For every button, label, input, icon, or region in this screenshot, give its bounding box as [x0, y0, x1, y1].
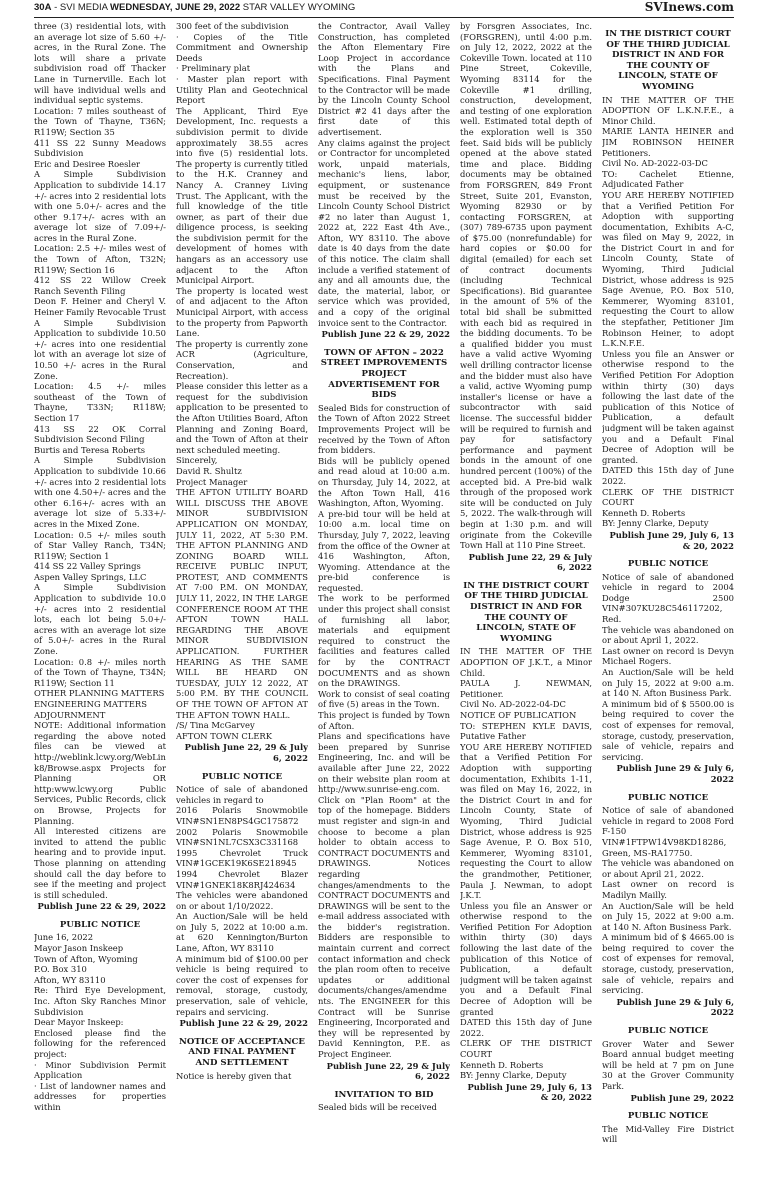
columns [34, 21, 734, 1187]
notice-text: NOTE: Additional information regarding the above noted files can be viewed at http://weblink.lcwy.org/WebLink8/Browse.aspx Projects for Planning OR http:www.lcwy.org Public Services, Public Records, click on Browse, Projects for Planning. [34, 720, 166, 826]
notice-text: Work to consist of seal coating of five (5) areas in the Town. [318, 688, 450, 710]
notice-text: MARIE LANTA HEINER and JIM ROBINSON HEINER Petitioners. [602, 126, 734, 158]
publish-dates: Publish June 29, July 6, 13 & 20, 2022 [467, 1081, 592, 1103]
notice-text: A Simple Subdivision Application to subdivide 14.17 +/- acres into 2 residential lots with one 5.0+/- acres and the other 9.17+/- acres with an average lot size of 7.09+/- acres in the Rural Zone. [34, 169, 166, 243]
notice-heading: PUBLIC NOTICE [59, 919, 141, 930]
notice-text: Location: 4.5 +/- miles southeast of the Town of Thayne, T33N; R118W; Section 17 [34, 381, 166, 423]
notice-heading: IN THE DISTRICT COURT OF THE THIRD JUDICIAL DISTRICT IN AND FOR THE COUNTY OF LINCOLN, STATE OF WYOMING [605, 29, 731, 92]
notice-text: 414 SS 22 Valley Springs [34, 561, 141, 572]
publish-dates: Publish June 29 & July 6, 2022 [616, 763, 734, 784]
column-1 [34, 21, 166, 1187]
notice-text: Project Manager [176, 476, 248, 487]
column-4 [460, 21, 592, 1187]
notice-text: Location: 2.5 +/- miles west of the Town of Afton, T32N; R119W; Section 16 [34, 243, 166, 275]
notice-text: An Auction/Sale will be held on July 15, 2022 at 9:00 a.m. at 140 N. Afton Business Park. [602, 900, 734, 932]
notice-text: BY: Jenny Clarke, Deputy [602, 518, 709, 529]
notice-text: Notice of sale of abandoned vehicles in regard to [176, 784, 308, 805]
notice-text: An Auction/Sale will be held on July 15, 2022 at 9:00 a.m. at 140 N. Afton Business Park. [602, 667, 734, 699]
notice-text: Re: Third Eye Development, Inc. Afton Sky Ranches Minor Subdivision [34, 985, 166, 1017]
notice-text: Sincerely, [176, 455, 218, 466]
notice-text: Last owner on record is Devyn Michael Rogers. [602, 645, 734, 667]
notice-heading: PUBLIC NOTICE [627, 559, 709, 570]
notice-text: IN THE MATTER OF THE ADOPTION OF L.K.N.F.E., a Minor Child. [602, 94, 734, 126]
notice-heading: PUBLIC NOTICE [201, 771, 283, 782]
notice-text: Any claims against the project or Contractor for uncompleted work, unpaid materials, mechanic's liens, labor, equipment, or sustenance must be received by the Lincoln County School District #2 no later than August 1, 2022 at, 222 East 4th Ave., Afton, WY 83110. The above date is 40 days from the date of this notice. The claim shall include a verified statement of any and all amounts due, the date, the material, labor, or service which was provided, and a copy of the original invoice sent to the Contractor. [318, 137, 450, 328]
publish-dates: Publish June 22, 29 & July 6, 2022 [326, 1060, 450, 1082]
notice-text: Sealed bids will be received [318, 1102, 437, 1113]
publish-dates: Publish June 29, 2022 [630, 1092, 734, 1103]
notice-text: A Simple Subdivision Application to subdivide 10.66 +/- acres into 2 residential lots with one 4.50+/- acres and the other 6.16+/- acres with an average lot size of 5.33+/- acres in the Mixed Zone. [34, 455, 166, 529]
notice-text: OTHER PLANNING MATTERS [34, 688, 165, 699]
publication-name: SVI MEDIA [59, 2, 108, 13]
notice-heading: PUBLIC NOTICE [627, 1026, 709, 1037]
notice-text: · Copies of the Title Commitment and Ownership Deeds [176, 31, 308, 63]
notice-heading: IN THE DISTRICT COURT OF THE THIRD JUDICIAL DISTRICT IN AND FOR THE COUNTY OF LINCOLN, STATE OF WYOMING [463, 580, 589, 644]
notice-text: This project is funded by Town of Afton. [318, 710, 450, 731]
notice-text: BY: Jenny Clarke, Deputy [460, 1070, 567, 1081]
notice-text: The Applicant, Third Eye Development, Inc. requests a subdivision permit to divide approximately 38.55 acres into five (5) residential lots. The property is currently titled to the H.K. Cranney and Nancy A. Cranney Living Trust. The Applicant, with the full knowledge of the title owner, as part of their due diligence process, is seeking the subdivision permit for the development of homes with hangars as an accessory use adjacent to the Afton Municipal Airport. [176, 105, 308, 286]
notice-text: Civil No. AD-2022-04-DC [460, 699, 566, 710]
notice-text: Sealed Bids for construction of the Town of Afton 2022 Street Improvements Project will be received by the Town of Afton from bidders. [318, 402, 450, 456]
notice-text: Location: 7 miles southeast of the Town of Thayne, T36N; R119W; Section 35 [34, 105, 166, 137]
notice-text: YOU ARE HEREBY NOTIFIED that a Verified Petition For Adoption with supporting documentation, Exhibits A-C, was filed on May 9, 2022, in the District Court in and for Lincoln County, State of Wyoming, Third Judicial District, whose address is 925 Sage Avenue, P.O. Box 510, Kemmerer, Wyoming 83101, requesting the Court to allow the stepfather, Petitioner Jim Robinson Heiner, to adopt L.K.N.F.E. [602, 189, 734, 349]
notice-text: 300 feet of the subdivision [176, 21, 289, 31]
notice-text: · List of landowner names and addresses for properties within [34, 1080, 166, 1112]
notice-text: AFTON TOWN CLERK [176, 730, 272, 741]
notice-text: A Simple Subdivision Application to subdivide 10.0 +/- acres into 2 residential lots, each lot being 5.0+/- acres with an average lot size of 5.0+/- acres in the Rural Zone. [34, 582, 166, 657]
issue-date: WEDNESDAY, JUNE 29, 2022 [110, 2, 241, 13]
notice-text: Dear Mayor Inskeep: [34, 1017, 124, 1028]
notice-text: P.O. Box 310 [34, 964, 87, 975]
notice-text: YOU ARE HEREBY NOTIFIED that a Verified Petition For Adoption with supporting documentation, Exhibits 1-11, was filed on May 16, 2022, in the District Court in and for Lincoln County, State of Wyoming, Third Judicial District, whose address is 925 Sage Avenue, P. O. Box 510, Kemmerer, Wyoming 83101, requesting the Court to allow the grandmother, Petitioner, Paula J. Newman, to adopt J.K.T. [460, 741, 592, 901]
notice-text: 411 SS 22 Sunny Meadows Subdivision [34, 137, 166, 159]
notice-text: Civil No. AD-2022-03-DC [602, 158, 708, 169]
notice-text: Unless you file an Answer or otherwise respond to the Verified Petition For Adoption within thirty (30) days following the last date of the publication of this Notice of Publication, a default judgment will be taken against you and a Default Final Decree of Adoption will be granted. [602, 348, 734, 465]
notice-text: Notice is hereby given that [176, 1070, 292, 1081]
notice-text: IN THE MATTER OF THE ADOPTION OF J.K.T., a Minor Child. [460, 646, 592, 678]
notice-text: All interested citizens are invited to attend the public hearing and to provide input. Those planning on attending should call the day before to see if the meeting and project is still scheduled. [34, 826, 166, 900]
notice-text: 2002 Polaris Snowmobile VIN#SN1NL7CSX3C331168 [176, 826, 308, 848]
notice-text: Kenneth D. Roberts [460, 1059, 544, 1070]
notice-text: The vehicles were abandoned on or about 1/10/2022. [176, 890, 308, 911]
publish-dates: Publish June 29, July 6, 13 & 20, 2022 [609, 529, 734, 551]
notice-text: Notice of sale of abandoned vehicle in regard to 2008 Ford F-150 VIN#1FTPW14V98KD18286, Green, MS-RA17750. [602, 805, 734, 858]
publish-dates: Publish June 22, 29 & July 6, 2022 [184, 742, 308, 763]
notice-text: Enclosed please find the following for the referenced project: [34, 1027, 166, 1059]
notice-text: Location: 0.5 +/- miles south of Star Valley Ranch, T34N; R119W; Section 1 [34, 529, 166, 561]
notice-text: three (3) residential lots, with an average lot size of 5.60 +/- acres, in the Rural Zone. The lots will share a private subdivision road off Thacker Lane in Turnerville. Each lot will have individual wells and individual septic systems. [34, 21, 166, 106]
notice-heading: PUBLIC NOTICE [627, 1111, 709, 1122]
notice-text: Mayor Jason Inskeep [34, 943, 124, 954]
notice-text: by Forsgren Associates, Inc. (FORSGREN), until 4:00 p.m. on July 12, 2022, 2022 at the Cokeville Town. located at 110 Pine Street, Cokeville, Wyoming 83114 for the Cokeville #1 drilling, construction, development, and testing of one exploration well. Estimated total depth of the exploration well is 350 feet. Said bids will be publicly opened at the above stated time and place. Bidding documents may be obtained from FORSGREN, 849 Front Street, Suite 201, Evanston, Wyoming 82930 or by contacting FORSGREN, at (307) 789-6735 upon payment of $75.00 (nonrefundable) for hard copies or $0.00 for digital (emailed) for each set of contract documents (including Technical Specifications). Bid guarantee in the amount of 5% of the total bid shall be submitted with each bid as required in the bidding documents. To be a qualified bidder you must have a valid active Wyoming well drilling contractor license and the bidder must also have a valid, active Wyoming pump installer's license or have a subcontractor with said license. The successful bidder will be required to furnish and pay for satisfactory performance and payment bonds in the amount of one hundred percent (100%) of the accepted bid. A Pre-bid walk through of the proposed work site will be conducted on July 5, 2022. The walk-through will begin at 1:30 p.m. and will originate from the Cokeville Town Hall at 110 Pine Street. [460, 21, 592, 551]
location-name: STAR VALLEY WYOMING [242, 2, 356, 13]
notice-text: 1994 Chevrolet Blazer VIN#1GNEK18K8RJ424634 [176, 868, 308, 890]
notice-heading: PUBLIC NOTICE [627, 792, 709, 803]
notice-text: The Mid-Valley Fire District will [602, 1123, 734, 1145]
notice-text: · Minor Subdivision Permit Application [34, 1059, 166, 1081]
site-name: SVInews.com [644, 0, 734, 14]
header-left: 30A - SVI MEDIA WEDNESDAY, JUNE 29, 2022 STAR VALLEY WYOMING [34, 2, 356, 13]
notice-text: A minimum bid of $ 5500.00 is being required to cover the cost of expenses for removal, storage, custody, preservation, sale of vehicle, repairs and servicing. [602, 698, 734, 762]
notice-text: Town of Afton, Wyoming [34, 953, 138, 964]
notice-text: the Contractor, Avail Valley Construction, has completed the Afton Elementary Fire Loop Project in accordance with the Plans and Specifications. Final Payment to the Contractor will be made by the Lincoln County School District #2 41 days after the first date of this advertisement. [318, 21, 450, 137]
notice-text: CLERK OF THE DISTRICT COURT [460, 1038, 592, 1059]
notice-text: A Simple Subdivision Application to subdivide 10.50 +/- acres into one residential lot with an average lot size of 10.50 +/- acres in the Rural Zone. [34, 317, 166, 381]
notice-text: Notice of sale of abandoned vehicle in regard to 2004 Dodge 2500 VIN#307KU28C546117202, Red. [602, 571, 734, 625]
notice-text: An Auction/Sale will be held on July 5, 2022 at 10:00 a.m. at 620 Kennington/Burton Lane, Afton, WY 83110 [176, 911, 308, 954]
notice-text: Unless you file an Answer or otherwise respond to the Verified Petition For Adoption within thirty (30) days following the last date of the publication of this Notice of Publication, a default judgment will be taken against you and a Default Final Decree of Adoption will be granted [460, 900, 592, 1017]
notice-text: Plans and specifications have been prepared by Sunrise Engineering, Inc. and will be available after June 22, 2022 on their website plan room at http://www.sunrise-eng.com. Click on "Plan Room" at the top of the homepage. Bidders must register and sign-in and choose to become a plan holder to obtain access to CONTRACT DOCUMENTS and DRAWINGS. Notices regarding changes/amendments to the CONTRACT DOCUMENTS and DRAWINGS will be sent to the e-mail address associated with the bidder's registration. Bidders are responsible to maintain current and correct contact information and check the plan room often to receive updates or additional documents/changes/amendments. The ENGINEER for this Contract will be Sunrise Engineering, Incorporated and they will be represented by David Kennington, P.E. as Project Engineer. [318, 731, 450, 1059]
notice-text: Eric and Desiree Roesler [34, 158, 141, 169]
notice-text: A minimum bid of $100.00 per vehicle is being required to cover the cost of expenses for removal, storage, custody, preservation, sale of vehicle, repairs and servicing. [176, 953, 308, 1017]
notice-text: Aspen Valley Springs, LLC [34, 571, 147, 582]
notice-text: ADJOURNMENT [34, 709, 106, 720]
notice-text: CLERK OF THE DISTRICT COURT [602, 486, 734, 508]
notice-text: PAULA J. NEWMAN, Petitioner. [460, 678, 592, 699]
notice-text: THE AFTON UTILITY BOARD WILL DISCUSS THE ABOVE MINOR SUBDIVISION APPLICATION ON MONDAY, JULY 11, 2022, AT 5:30 P.M. THE AFTON PLANNING AND ZONING BOARD WILL RECEIVE PUBLIC INPUT, PROTEST, AND COMMENTS AT 7:00 P.M. ON MONDAY, JULY 11, 2022, IN THE LARGE CONFERENCE ROOM AT THE AFTON TOWN HALL REGARDING THE ABOVE MINOR SUBDIVISION APPLICATION. FURTHER HEARING AS THE SAME WILL BE HEARD ON TUESDAY, JULY 12 2022, AT 5:00 P.M. BY THE COUNCIL OF THE TOWN OF AFTON AT THE AFTON TOWN HALL. [176, 487, 308, 720]
column-2 [176, 21, 308, 1187]
notice-text: Burtis and Teresa Roberts [34, 444, 146, 455]
notice-heading: INVITATION TO BID [334, 1089, 434, 1100]
notice-text: The vehicle was abandoned on or about April 1, 2022. [602, 624, 734, 646]
notice-text: The work to be performed under this project shall consist of furnishing all labor, materials and equipment required to construct the facilities and features called for by the CONTRACT DOCUMENTS and as shown on the DRAWINGS. [318, 593, 450, 689]
notice-text: 1995 Chevrolet Truck VIN#1GCEK19K6SE218945 [176, 847, 308, 869]
notice-text: Grover Water and Sewer Board annual budget meeting will be held at 7 pm on June 30 at the Grover Community Park. [602, 1038, 734, 1091]
page-number: 30A [34, 2, 52, 13]
notice-heading: TOWN OF AFTON – 2022 STREET IMPROVEMENTS PROJECT ADVERTISEMENT FOR BIDS [320, 347, 448, 401]
notice-text: Deon F. Heiner and Cheryl V. Heiner Family Revocable Trust [34, 296, 166, 318]
notice-text: /S/ Tina McGarvey [176, 720, 255, 731]
notice-text: Location: 0.8 +/- miles north of the Town of Thayne, T34N; R119W; Section 11 [34, 656, 166, 688]
notice-text: 413 SS 22 OK Corral Subdivision Second Filing [34, 423, 166, 445]
notice-text: The property is located west of and adjacent to the Afton Municipal Airport, with access to the property from Papworth Lane. [176, 285, 308, 339]
notice-text: ENGINEERING MATTERS [34, 699, 147, 709]
notice-text: Bids will be publicly opened and read aloud at 10:00 a.m. on Thursday, July 14, 2022, at the Afton Town Hall, 416 Washington, Afton, Wyoming. [318, 455, 450, 509]
notice-text: A minimum bid of $ 4665.00 is being required to cover the cost of expenses for removal, storage, custody, preservation, sale of vehicle, repairs and servicing. [602, 932, 734, 996]
notice-text: The property is currently zone ACR (Agriculture, Conservation, and Recreation). [176, 338, 308, 381]
notice-text: NOTICE OF PUBLICATION [460, 710, 577, 720]
notice-text: TO: Cachelet Etienne, Adjudicated Father [602, 168, 734, 190]
column-5 [602, 21, 734, 1187]
column-3 [318, 21, 450, 1187]
notice-text: Please consider this letter as a request for the subdivision application to be presented to the Afton Utilities Board, Afton Planning and Zoning Board, and the Town of Afton at their next scheduled meeting. [176, 381, 308, 455]
publish-dates: Publish June 29 & July 6, 2022 [616, 996, 734, 1018]
notice-text: TO: STEPHEN KYLE DAVIS, Putative Father [460, 720, 592, 742]
notice-text: 412 SS 22 Willow Creek Ranch Seventh Filing [34, 275, 166, 296]
notice-text: Last owner on record is Madilyn Mailly. [602, 879, 734, 900]
page-header [0, 0, 768, 16]
notice-text: DATED this 15th day of June 2022. [602, 465, 734, 486]
notice-text: The vehicle was abandoned on or about April 21, 2022. [602, 858, 734, 879]
notice-text: · Preliminary plat [176, 63, 251, 74]
publish-dates: Publish June 22, 29 & July 6, 2022 [468, 551, 592, 573]
publish-dates: Publish June 22 & 29, 2022 [321, 329, 450, 340]
notice-text: Kenneth D. Roberts [602, 507, 686, 518]
notice-text: Afton, WY 83110 [34, 974, 106, 985]
notice-text: A pre-bid tour will be held at 10:00 a.m. local time on Thursday, July 7, 2022, leaving from the office of the Owner at 416 Washington, Afton, Wyoming. Attendance at the pre-bid conference is requested. [318, 508, 450, 593]
publish-dates: Publish June 22 & 29, 2022 [179, 1018, 308, 1029]
header-rule [34, 17, 734, 18]
notice-text: DATED this 15th day of June 2022. [460, 1017, 592, 1038]
publish-dates: Publish June 22 & 29, 2022 [37, 901, 166, 912]
notice-text: 2016 Polaris Snowmobile VIN#SN1EN8PS4GC175872 [176, 805, 308, 826]
notice-text: · Master plan report with Utility Plan and Geotechnical Report [176, 73, 308, 106]
notice-text: David R. Shultz [176, 465, 242, 476]
notice-heading: NOTICE OF ACCEPTANCE AND FINAL PAYMENT AND SETTLEMENT [179, 1036, 305, 1068]
notice-text: June 16, 2022 [34, 932, 94, 943]
